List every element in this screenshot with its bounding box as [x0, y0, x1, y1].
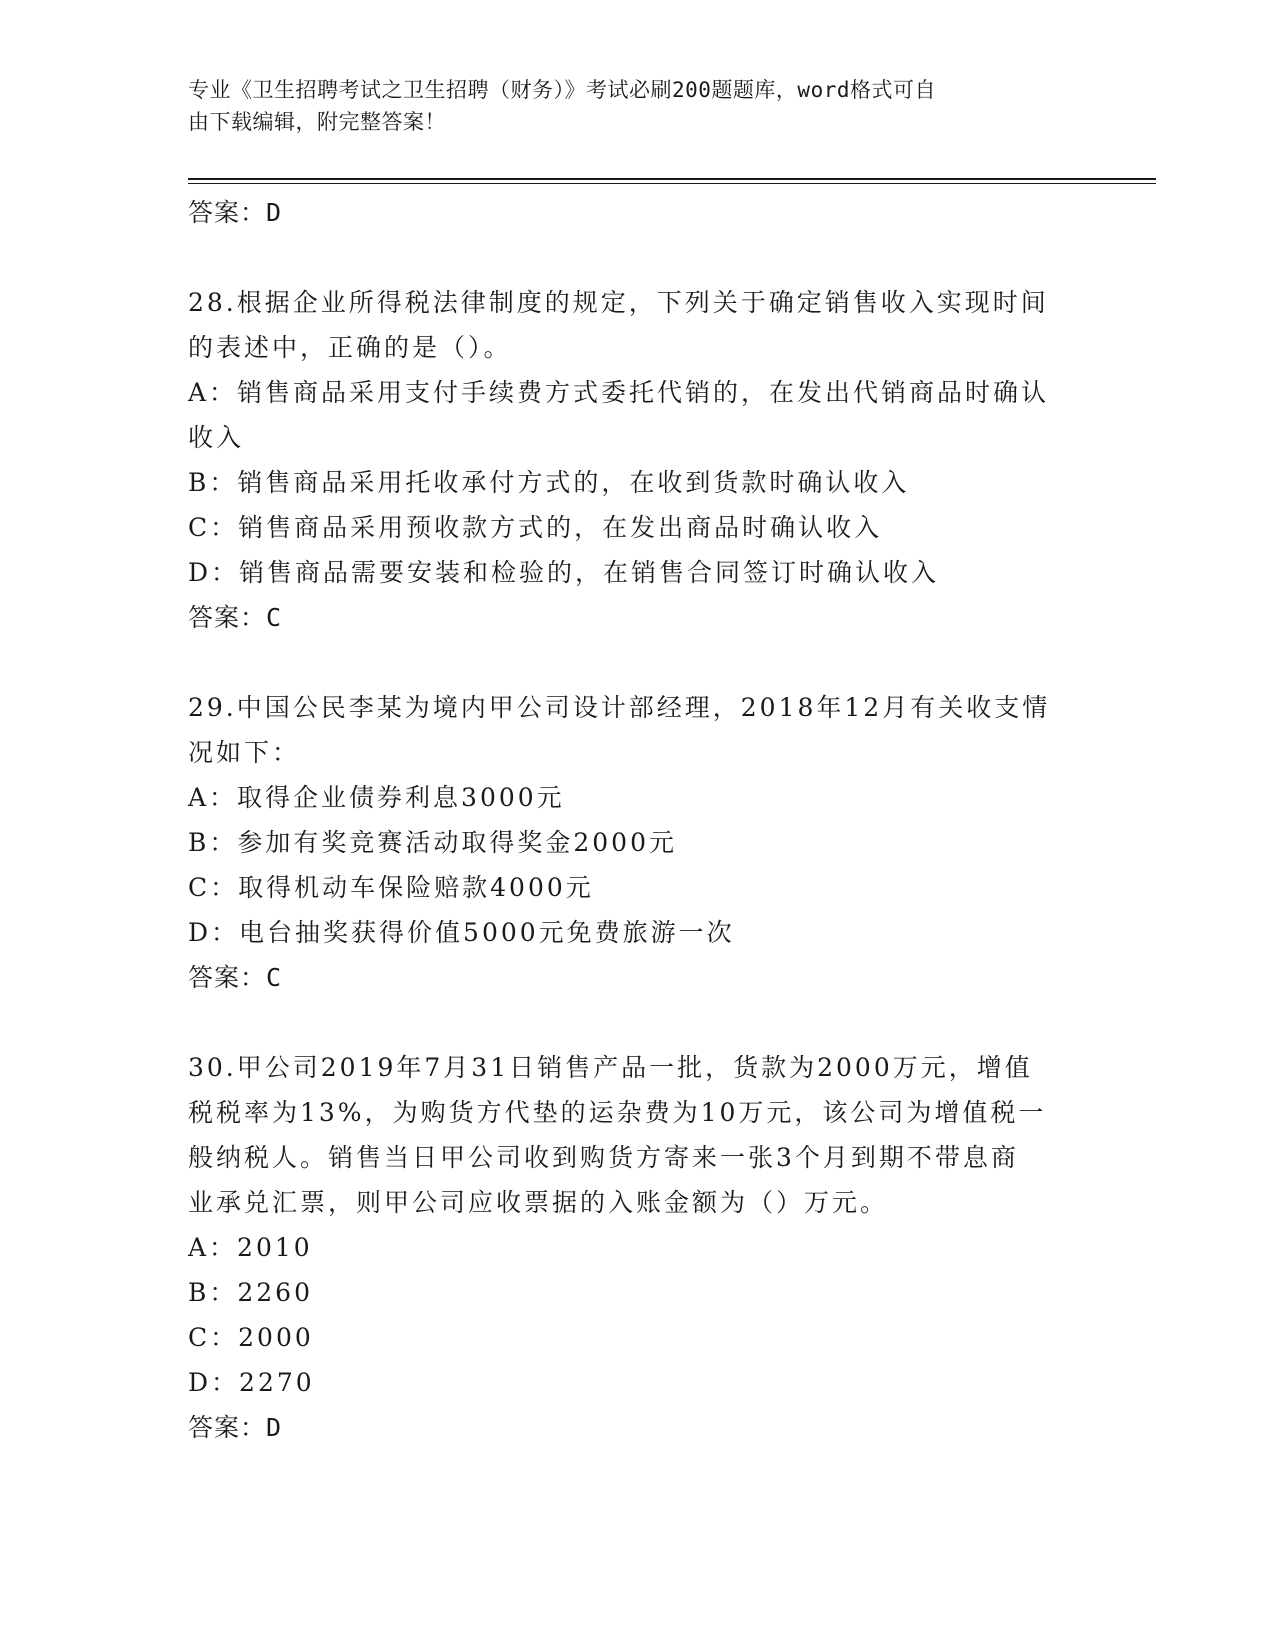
question-29-option-d: D：电台抽奖获得价值5000元免费旅游一次 [188, 918, 735, 947]
document-header [188, 74, 1068, 138]
question-28-option-a-line-2: 收入 [188, 423, 245, 452]
answer-q28: 答案：C [188, 603, 283, 632]
question-28-option-a-line-1: A：销售商品采用支付手续费方式委托代销的，在发出代销商品时确认 [188, 378, 1050, 407]
spacer [188, 235, 1068, 280]
question-28-option-d: D：销售商品需要安装和检验的，在销售合同签订时确认收入 [188, 558, 940, 587]
question-30-option-a: A：2010 [188, 1233, 313, 1262]
question-28-option-b: B：销售商品采用托收承付方式的，在收到货款时确认收入 [188, 468, 910, 497]
answer-q30: 答案：D [188, 1413, 283, 1442]
question-29-stem-line-1: 29.中国公民李某为境内甲公司设计部经理，2018年12月有关收支情 [188, 693, 1051, 722]
question-30-option-b: B：2260 [188, 1278, 313, 1307]
answer-q27: 答案：D [188, 198, 283, 227]
question-28 [188, 280, 1068, 640]
question-29-option-b: B：参加有奖竞赛活动取得奖金2000元 [188, 828, 677, 857]
spacer [188, 1000, 1068, 1045]
document-body [188, 190, 1068, 1450]
question-29 [188, 685, 1068, 1000]
question-30-option-c: C：2000 [188, 1323, 314, 1352]
header-divider-thick [188, 178, 1156, 180]
question-28-option-c: C：销售商品采用预收款方式的，在发出商品时确认收入 [188, 513, 883, 542]
question-30-stem-line-4: 业承兑汇票，则甲公司应收票据的入账金额为（）万元。 [188, 1188, 889, 1217]
answer-q29: 答案：C [188, 963, 283, 992]
question-28-stem-line-1: 28.根据企业所得税法律制度的规定，下列关于确定销售收入实现时间 [188, 288, 1049, 317]
header-divider-thin [188, 183, 1156, 184]
question-30 [188, 1045, 1068, 1450]
header-line-2: 由下载编辑，附完整答案！ [188, 110, 446, 134]
question-28-stem-line-2: 的表述中，正确的是（）。 [188, 333, 512, 362]
question-29-option-c: C：取得机动车保险赔款4000元 [188, 873, 594, 902]
question-30-stem-line-3: 般纳税人。销售当日甲公司收到购货方寄来一张3个月到期不带息商 [188, 1143, 1019, 1172]
question-30-stem-line-1: 30.甲公司2019年7月31日销售产品一批，货款为2000万元，增值 [188, 1053, 1033, 1082]
spacer [188, 640, 1068, 685]
question-30-stem-line-2: 税税率为13%，为购货方代垫的运杂费为10万元，该公司为增值税一 [188, 1098, 1047, 1127]
question-29-stem-line-2: 况如下： [188, 738, 301, 767]
header-line-1: 专业《卫生招聘考试之卫生招聘（财务）》考试必刷200题题库，word格式可自 [188, 78, 936, 102]
question-29-option-a: A：取得企业债券利息3000元 [188, 783, 565, 812]
question-30-option-d: D：2270 [188, 1368, 315, 1397]
